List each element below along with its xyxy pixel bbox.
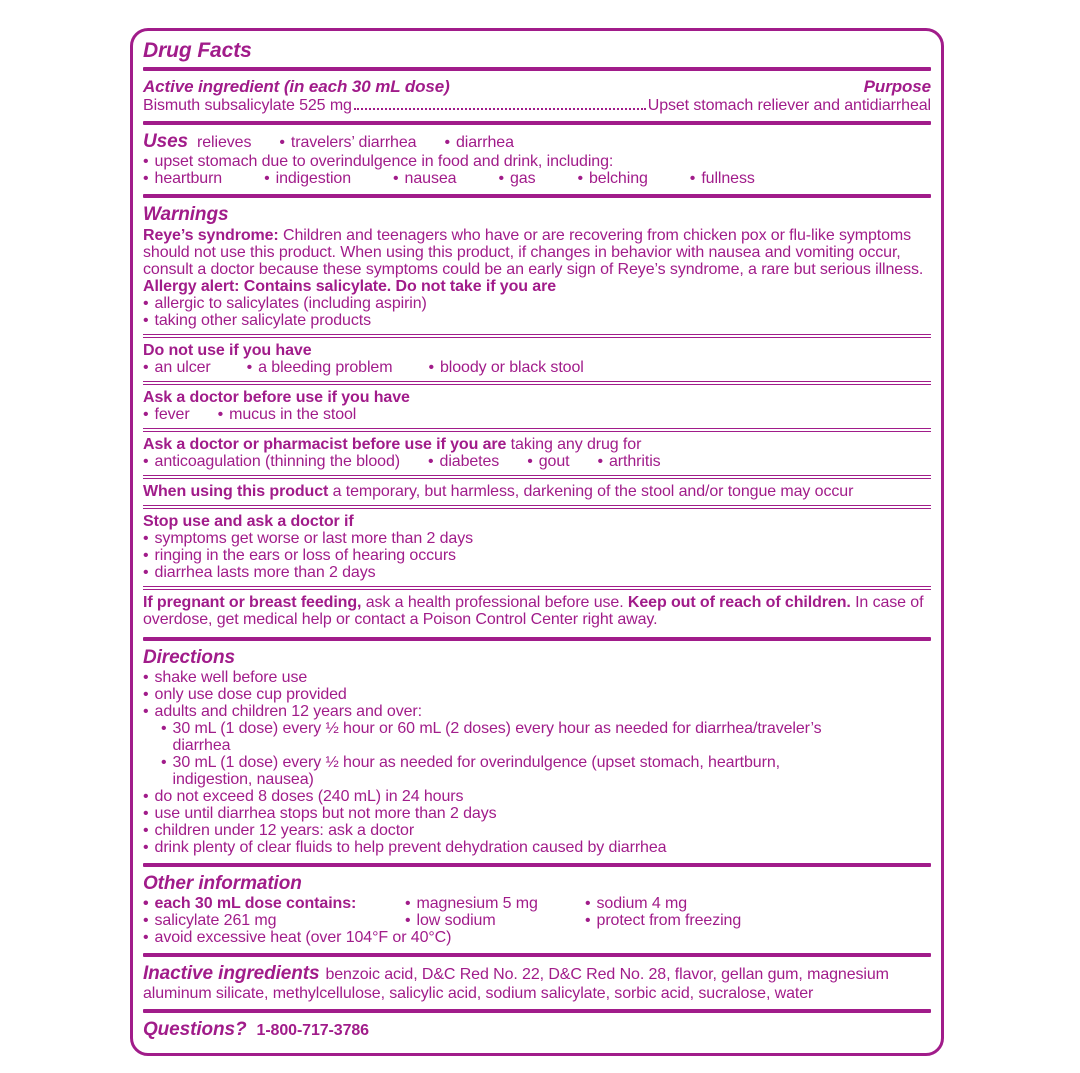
bullet-item: • ringing in the ears or loss of hearing occurs: [143, 547, 931, 564]
bullet-item: • fever: [143, 406, 190, 423]
bullet-item: • drink plenty of clear fluids to help prevent dehydration caused by diarrhea: [143, 839, 931, 856]
drug-facts-title: Drug Facts: [143, 39, 252, 62]
section-divider: [143, 194, 931, 198]
keep-out-of-reach-label: Keep out of reach of children.: [627, 594, 851, 611]
bullet-item: • low sodium: [405, 912, 585, 929]
uses-lead-text: relieves: [197, 134, 252, 151]
pregnancy-paragraph: [143, 594, 931, 628]
ingredient-name: Bismuth subsalicylate 525 mg: [143, 97, 352, 114]
warnings-heading: Warnings: [143, 204, 229, 225]
active-ingredient-row: [143, 97, 931, 114]
section-divider: [143, 863, 931, 867]
bullet-item: • each 30 mL dose contains:: [143, 895, 405, 912]
directions-sub-bullets: [161, 720, 931, 788]
ask-doctor-pharmacist-heading-line: [143, 436, 931, 453]
inactive-ingredients-text: benzoic acid, D&C Red No. 22, D&C Red No. 28, flavor, gellan gum, magnesium aluminum silicate, methylcellulose, salicylic acid, sodium salicylate, sorbic acid, sucralose, water: [143, 966, 889, 1002]
ask-doctor-pharmacist-row: [143, 453, 931, 470]
bullet-item: • diarrhea: [444, 134, 513, 151]
warnings-section: [143, 202, 931, 633]
purpose-heading: Purpose: [863, 77, 931, 96]
subsection-divider: [143, 505, 931, 509]
section-divider: [143, 953, 931, 957]
bullet-item: • adults and children 12 years and over:: [143, 703, 931, 720]
drug-facts-label: [130, 28, 944, 1056]
questions-phone-number: 1-800-717-3786: [256, 1022, 369, 1039]
active-ingredient-heading: Active ingredient (in each 30 mL dose): [143, 77, 450, 96]
bullet-item: • belching: [577, 170, 647, 187]
other-information-section: [143, 871, 931, 949]
bullet-item: • sodium 4 mg: [585, 895, 931, 912]
reyes-syndrome-subsection: [143, 226, 931, 331]
bullet-item: • only use dose cup provided: [143, 686, 931, 703]
questions-section: [143, 1017, 931, 1044]
bullet-item: • bloody or black stool: [428, 359, 583, 376]
bullet-item: • upset stomach due to overindulgence in food and drink, including:: [143, 153, 931, 170]
subsection-divider: [143, 428, 931, 432]
do-not-use-row: [143, 359, 931, 376]
bullet-item: • travelers’ diarrhea: [279, 134, 416, 151]
bullet-item: • a bleeding problem: [247, 359, 393, 376]
stop-use-subsection: [143, 512, 931, 583]
bullet-item: • magnesium 5 mg: [405, 895, 585, 912]
uses-symptom-row: [143, 170, 931, 187]
when-using-text: a temporary, but harmless, darkening of the stool and/or tongue may occur: [332, 483, 854, 500]
pregnancy-label: If pregnant or breast feeding,: [143, 594, 362, 611]
bullet-item: • allergic to salicylates (including aspirin): [143, 295, 931, 312]
other-information-grid: [143, 895, 931, 946]
bullet-item: • anticoagulation (thinning the blood): [143, 453, 400, 470]
bullet-item: • shake well before use: [143, 669, 931, 686]
pregnancy-text: ask a health professional before use.: [365, 594, 624, 611]
directions-section: [143, 645, 931, 859]
bullet-item: • diabetes: [428, 453, 499, 470]
bullet-item: • an ulcer: [143, 359, 211, 376]
ask-doctor-row: [143, 406, 931, 423]
bullet-item: • gout: [527, 453, 569, 470]
active-ingredient-header: [143, 77, 931, 97]
allergy-alert-heading: Allergy alert: Contains salicylate. Do not take if you are: [143, 278, 556, 295]
bullet-item: • 30 mL (1 dose) every ½ hour or 60 mL (2 doses) every hour as needed for diarrhea/traveler’s diarrhea: [161, 720, 861, 754]
subsection-divider: [143, 334, 931, 338]
bullet-item: • children under 12 years: ask a doctor: [143, 822, 931, 839]
bullet-item: • nausea: [393, 170, 456, 187]
overdose-text: In case of overdose, get medical help or contact a Poison Control Center right away.: [143, 594, 924, 628]
inactive-ingredients-heading: Inactive ingredients: [143, 963, 320, 984]
ask-doctor-pharmacist-subsection: [143, 435, 931, 472]
bullet-item: • indigestion: [264, 170, 351, 187]
when-using-paragraph: [143, 483, 931, 500]
questions-heading: Questions?: [143, 1019, 247, 1040]
inactive-ingredients-section: [143, 961, 931, 1005]
section-divider: [143, 637, 931, 641]
bullet-item: • heartburn: [143, 170, 222, 187]
inactive-ingredients-paragraph: [143, 963, 931, 1002]
bullet-item: • mucus in the stool: [218, 406, 357, 423]
section-divider: [143, 1009, 931, 1013]
when-using-label: When using this product: [143, 483, 329, 500]
bullet-item: • arthritis: [597, 453, 660, 470]
reyes-syndrome-paragraph: [143, 227, 931, 278]
dotted-leader: [354, 108, 646, 110]
bullet-item: • avoid excessive heat (over 104°F or 40°C): [143, 929, 931, 946]
section-divider: [143, 121, 931, 125]
purpose-value: Upset stomach reliever and antidiarrheal: [647, 97, 931, 114]
bullet-item: • salicylate 261 mg: [143, 912, 405, 929]
bullet-item: • use until diarrhea stops but not more than 2 days: [143, 805, 931, 822]
subsection-divider: [143, 475, 931, 479]
bullet-item: • taking other salicylate products: [143, 312, 931, 329]
bullet-item: • 30 mL (1 dose) every ½ hour as needed for overindulgence (upset stomach, heartburn, indigestion, nausea): [161, 754, 861, 788]
directions-heading: Directions: [143, 647, 235, 668]
other-information-heading: Other information: [143, 873, 302, 894]
ask-doctor-pharmacist-heading: Ask a doctor or pharmacist before use if you are: [143, 436, 507, 453]
bullet-item: • symptoms get worse or last more than 2 days: [143, 530, 931, 547]
subsection-divider: [143, 586, 931, 590]
when-using-subsection: [143, 482, 931, 502]
reyes-syndrome-label: Reye’s syndrome:: [143, 227, 279, 244]
bullet-item: • fullness: [690, 170, 755, 187]
pregnancy-subsection: [143, 593, 931, 630]
uses-heading-pair: [143, 131, 251, 153]
stop-use-heading: Stop use and ask a doctor if: [143, 513, 354, 530]
section-divider: [143, 67, 931, 71]
uses-section: [143, 129, 931, 190]
reyes-syndrome-text: Children and teenagers who have or are recovering from chicken pox or flu-like symptoms should not use this product. When using this product, if changes in behavior with nausea and vomiting occur, consult a doctor because these symptoms could be an early sign of Reye’s syndrome, a rare but serious illness.: [143, 227, 924, 278]
bullet-item: • diarrhea lasts more than 2 days: [143, 564, 931, 581]
subsection-divider: [143, 381, 931, 385]
uses-heading-line: [143, 131, 931, 153]
uses-heading: Uses: [143, 131, 189, 152]
bullet-item: • protect from freezing: [585, 912, 931, 929]
bullet-item: • gas: [498, 170, 535, 187]
ask-doctor-subsection: [143, 388, 931, 425]
do-not-use-heading: Do not use if you have: [143, 342, 312, 359]
ask-doctor-pharmacist-heading-rest: taking any drug for: [510, 436, 642, 453]
bullet-item: • do not exceed 8 doses (240 mL) in 24 hours: [143, 788, 931, 805]
do-not-use-subsection: [143, 341, 931, 378]
ask-doctor-heading: Ask a doctor before use if you have: [143, 389, 410, 406]
active-ingredient-section: [143, 75, 931, 117]
